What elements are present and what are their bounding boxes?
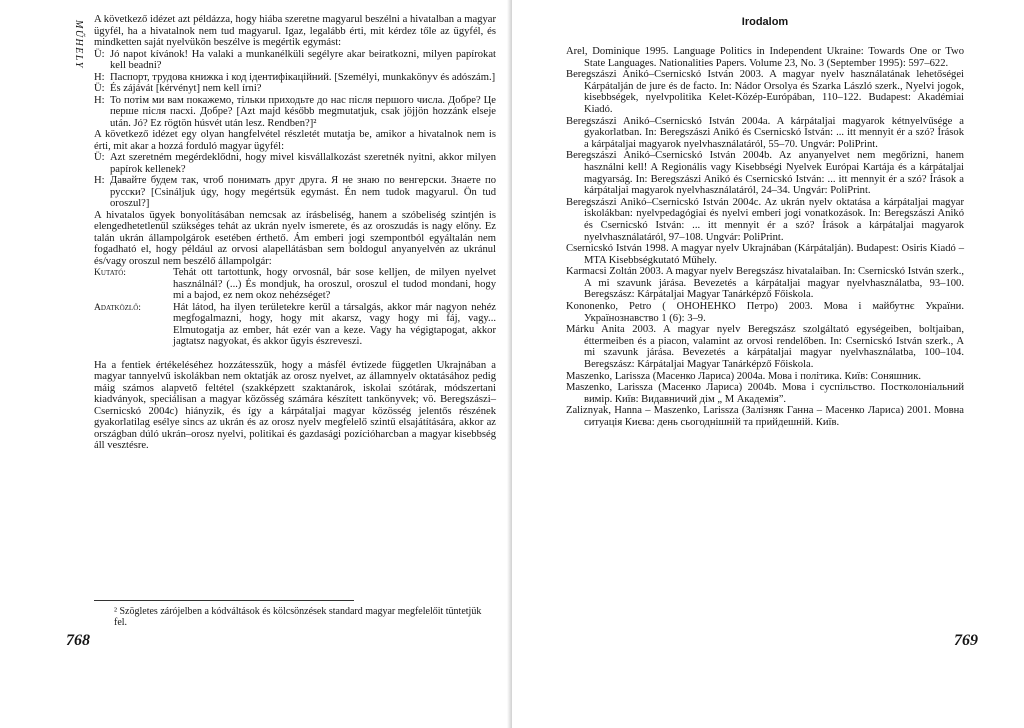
reference-item: Arel, Dominique 1995. Language Politics in Independent Ukraine: Towards One or Two State Languages. Nationalities Papers. Volume 23, No. 3 (September 1995): 597–622. xyxy=(566,46,964,69)
dialog-line: Ü: És zájávát [kérvényt] nem kell írni? xyxy=(94,83,262,94)
reference-item: Csernicskó István 1998. A magyar nyelv Ukrajnában (Kárpátalján). Budapest: Osiris Kiadó – MTA Kisebbségkutató Műhely. xyxy=(566,243,964,266)
intro-paragraph: A következő idézet azt példázza, hogy hiába szeretne magyarul beszélni a hivatalban a magyar ügyfél, ha a hivatalnok nem tud magyarul. Igaz, legalább érti, mit kérdez tőle az ügyfél, és mindketten saját nyelvükön beszélve is megértik egymást: xyxy=(94,14,496,48)
paragraph-4: Ha a fentiek értékeléséhez hozzátesszük, hogy a másfél évtizede független Ukrajnában a magyar tannyelvű iskolákban nem oktatják az orosz nyelvet, az államnyelv oktatásához pedig máig számos alapvető feltétel (szakképzett szaktanárok, iskolai szótárak, módszertani kiadványok, speciálisan a magyar közösség számára készített tankönyvek; vö. Beregszászi–Csernicskó 2004c) hiányzik, és így a kárpátaljai magyar közösség jelentős részének gyakorlatilag esélye sincs az ukrán és az orosz nyelv megfelelő szintű elsajátítására, akkor az országban dúló ukrán–orosz nyelvi, politikai és gazdasági pozícióharcban a magyar kisebbség áll vesztésre. xyxy=(94,359,496,451)
reference-item: Maszenko, Larissza (Масенко Лариса) 2004a. Мова і політика. Київ: Соняшник. xyxy=(566,370,921,382)
dialog-line: H: Давайте будем так, чтоб понимать друг друга. Я не знаю по венгерски. Знаете по русски? [Csináljuk úgy, hogy megértsük egymást. Én nem tudok magyarul. Ön tud oroszul?] xyxy=(94,175,496,209)
footnote-rule xyxy=(94,600,354,601)
dialog-line: H: То потім ми вам покажемо, тільки приходьте до нас після першого числа. Добре? Це перше після пасхі. Добре? [Azt majd később megmutatjuk, csak jöjjön hozzánk elseje után. Jó? Ez rögtön húsvét után lesz. Rendben?]² xyxy=(94,94,496,129)
dialog-line: Adatközlő: Hát látod, ha ilyen területekre kerül a társalgás, akkor már nagyon nehéz megfogalmazni, hogy, hogy mit akarsz, vagy hogy mi fáj, vagy... Elmutogatja az ember, hát ezér van a keze. Vagy ha végigtapogat, akkor jagtatsz nagyokat, és akkor ügyis észreveszi. xyxy=(94,301,496,347)
reference-item: Maszenko, Larissza (Масенко Лариса) 2004b. Мова і суспільство. Постколоніальний вимір. Київ: Видавничий дім „ М Академія”. xyxy=(566,382,964,405)
reference-item: Beregszászi Anikó–Csernicskó István 2004b. Az anyanyelvet nem megőrizni, hanem használni kell! A Regionális vagy Kisebbségi Nyelvek Európai Kartája és a kárpátaljai magyarság. In: Beregszászi Anikó és Csernicskó István: ... itt mennyit ér a szó? Írások a kárpátaljai magyarok nyelvhasználatáról, 24–34. Ungvár: PoliPrint. xyxy=(566,150,964,197)
section-title: Irodalom xyxy=(741,16,789,28)
dialog-line: Kutató: Tehát ott tartottunk, hogy orvosnál, bár sose kelljen, de milyen nyelvet használnál? (...) És mondjuk, ha oroszul, oroszul el tudod mondani, hogy mi a bajod, ez nem okoz nehézséget? xyxy=(94,267,496,301)
running-head: MŰHELY xyxy=(73,20,84,69)
reference-item: Beregszászi Anikó–Csernicskó István 2003. A magyar nyelv használatának lehetőségei Kárpátalján de jure és de facto. In: Nádor Orsolya és Szarka László szerk., Nyelvi jogok, kisebbségek, nyelvpolitika Kelet-Közép-Európában, 110–122. Budapest: Akadémiai Kiadó. xyxy=(566,69,964,115)
reference-item: Zaliznyak, Hanna – Maszenko, Larissza (Залізняк Ганна – Масенко Лариса) 2001. Мовна ситуація Києва: день сьогоднішній та прийдешній. Київ. xyxy=(566,405,964,428)
left-column xyxy=(94,14,496,452)
dialog-line: Ü: Azt szeretném megérdeklődni, hogy mivel kisvállalkozást szeretnék nyitni, akkor milyen papírok kellenek? xyxy=(94,152,496,175)
reference-item: Beregszászi Anikó–Csernicskó István 2004c. Az ukrán nyelv oktatása a kárpátaljai magyar iskolákban: nyelvpedagógiai és nyelvi emberi jogi vonatkozások. In: Beregszászi Anikó és Csernicskó István: ... itt mennyit ér a szó? Írások a kárpátaljai magyarok nyelvhasználatáról, 97–108. Ungvár: PoliPrint. xyxy=(566,196,964,243)
reference-item: Márku Anita 2003. A magyar nyelv Beregszász szolgáltató egységeiben, boltjaiban, éttermeiben és a piacon, valamint az orvosi rendelőben. In: Csernicskó István szerk., A mi szavunk járása. Bevezetés a kárpátaljai magyar nyelvhasználatba, 100–104. Beregszász: Kárpátaljai Magyar Tanárképző Főiskola. xyxy=(566,324,964,371)
reference-list xyxy=(566,46,964,429)
reference-item: Beregszászi Anikó–Csernicskó István 2004a. A kárpátaljai magyarok kétnyelvűsége a gyakorlatban. In: Beregszászi Anikó és Csernicskó István: ... itt mennyit ér a szó? Írások a kárpátaljai magyarok nyelvhasználatáról, 55–70. Ungvár: PoliPrint. xyxy=(566,115,964,150)
page-number-right: 769 xyxy=(954,632,978,649)
page-number-left: 768 xyxy=(66,632,90,649)
dialog-line: Ü: Jó napot kívánok! Ha valaki a munkanélküli segélyre akar beiratkozni, milyen papírokat kell beadni? xyxy=(94,48,496,71)
reference-item: Karmacsi Zoltán 2003. A magyar nyelv Beregszász hivatalaiban. In: Csernicskó István szerk., A mi szavunk járása. Bevezetés a kárpátaljai magyar nyelvhasználatba, 93–100. Beregszász: Kárpátaljai Magyar Tanárképző Főiskola. xyxy=(566,266,964,301)
footnote: ² Szögletes zárójelben a kódváltások és kölcsönzések standard magyar megfelelőit tüntetjük fel. xyxy=(114,606,482,628)
paragraph-2: A következő idézet egy olyan hangfelvétel részletét mutatja be, amikor a hivatalnok nem is érti, mit akar a hozzá forduló magyar ügyfél: xyxy=(94,129,496,152)
dialog-line: H: Паспорт, трудова книжка і код ідентифікаційний. [Személyi, munkakönyv és adószám.] xyxy=(94,71,496,83)
reference-item: Kononenko, Petro ( ОНОНЕНКО Петро) 2003. Мова і майбутнє України. Українознавство 1 (6): 3–9. xyxy=(566,301,964,324)
paragraph-3: A hivatalos ügyek bonyolításában nemcsak az írásbeliség, hanem a szóbeliség szintjén is elengedhetetlenül szükséges tehát az ukrán nyelv ismerete, és az oroszudás is nagy előny. Ez talán ukrán állampolgárok esetében érthető. Ám emberi jogi szempontból egyáltalán nem fogadható el, hogy például az orvosi alapellátásban sem boldogul anyanyelvén az ukránul és/vagy oroszul nem beszélő állampolgár: xyxy=(94,209,496,267)
